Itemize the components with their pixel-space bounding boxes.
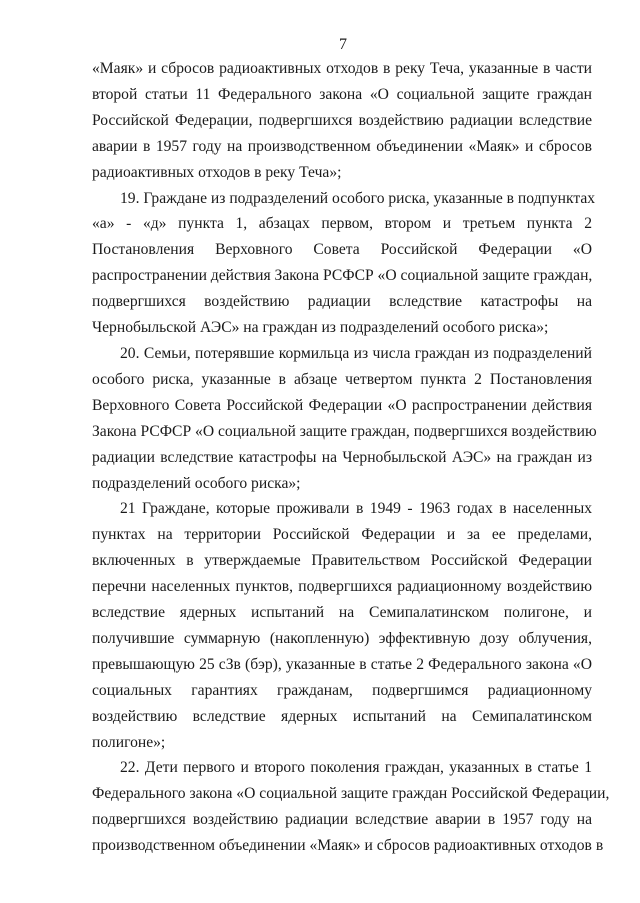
paragraph-item-19	[92, 186, 596, 341]
paragraph-item-20	[92, 341, 597, 496]
text-line: особого риска, указанные в абзаце четвертом пункта 2 Постановления	[92, 370, 592, 388]
text-line: подвергшихся воздействию радиации вследствие катастрофы на	[92, 293, 592, 311]
text-line: полигоне»;	[92, 733, 166, 751]
text-line: 20. Семьи, потерявшие кормильца из числа граждан из подразделений	[120, 344, 592, 362]
text-line: производственном объединении «Маяк» и сбросов радиоактивных отходов в	[92, 837, 604, 855]
text-line: аварии в 1957 году на производственном объединении «Маяк» и сбросов	[92, 137, 592, 155]
document-body	[92, 56, 610, 859]
text-line: воздействию вследствие ядерных испытаний на Семипалатинском	[92, 707, 592, 725]
text-line: 22. Дети первого и второго поколения граждан, указанных в статье 1	[120, 759, 592, 777]
text-line: вследствие ядерных испытаний на Семипалатинском полигоне, и	[92, 604, 592, 622]
paragraph-item-22	[92, 755, 610, 859]
text-line: Закона РСФСР «О социальной защите граждан, подвергшихся воздействию	[92, 422, 597, 440]
text-line: пунктах на территории Российской Федерации и за ее пределами,	[92, 526, 592, 544]
text-line: радиоактивных отходов в реку Теча»;	[92, 163, 342, 181]
text-line: социальных гарантиях гражданам, подвергшимся радиационному	[92, 681, 592, 699]
text-line: перечни населенных пунктов, подвергшихся радиационному воздействию	[92, 578, 592, 596]
paragraph-item-21	[92, 496, 592, 755]
text-line: включенных в утверждаемые Правительством Российской Федерации	[92, 552, 592, 570]
text-line: 19. Граждане из подразделений особого риска, указанные в подпунктах	[120, 189, 596, 207]
text-line: второй статьи 11 Федерального закона «О социальной защите граждан	[92, 85, 592, 103]
text-line: подразделений особого риска»;	[92, 474, 301, 492]
text-line: Российской Федерации, подвергшихся воздействию радиации вследствие	[92, 111, 592, 129]
text-line: Чернобыльской АЭС» на граждан из подразделений особого риска»;	[92, 319, 549, 337]
page-number: 7	[339, 36, 347, 53]
text-line: получившие суммарную (накопленную) эффективную дозу облучения,	[92, 629, 592, 647]
text-line: радиации вследствие катастрофы на Чернобыльской АЭС» на граждан из	[92, 448, 592, 466]
text-line: 21 Граждане, которые проживали в 1949 - 1963 годах в населенных	[120, 500, 592, 518]
text-line: распространении действия Закона РСФСР «О социальной защите граждан,	[92, 267, 593, 285]
text-line: Федерального закона «О социальной защите граждан Российской Федерации,	[92, 785, 610, 803]
text-line: Постановления Верховного Совета Российской Федерации «О	[92, 241, 592, 259]
text-line: подвергшихся воздействию радиации вследствие аварии в 1957 году на	[92, 811, 592, 829]
text-line: «Маяк» и сбросов радиоактивных отходов в реку Теча, указанные в части	[92, 60, 592, 77]
text-line: Верховного Совета Российской Федерации «О распространении действия	[92, 396, 592, 414]
text-line: «а» - «д» пункта 1, абзацах первом, втором и третьем пункта 2	[92, 215, 592, 233]
text-line: превышающую 25 сЗв (бэр), указанные в статье 2 Федерального закона «О	[92, 655, 592, 673]
paragraph-continuation	[92, 56, 592, 186]
